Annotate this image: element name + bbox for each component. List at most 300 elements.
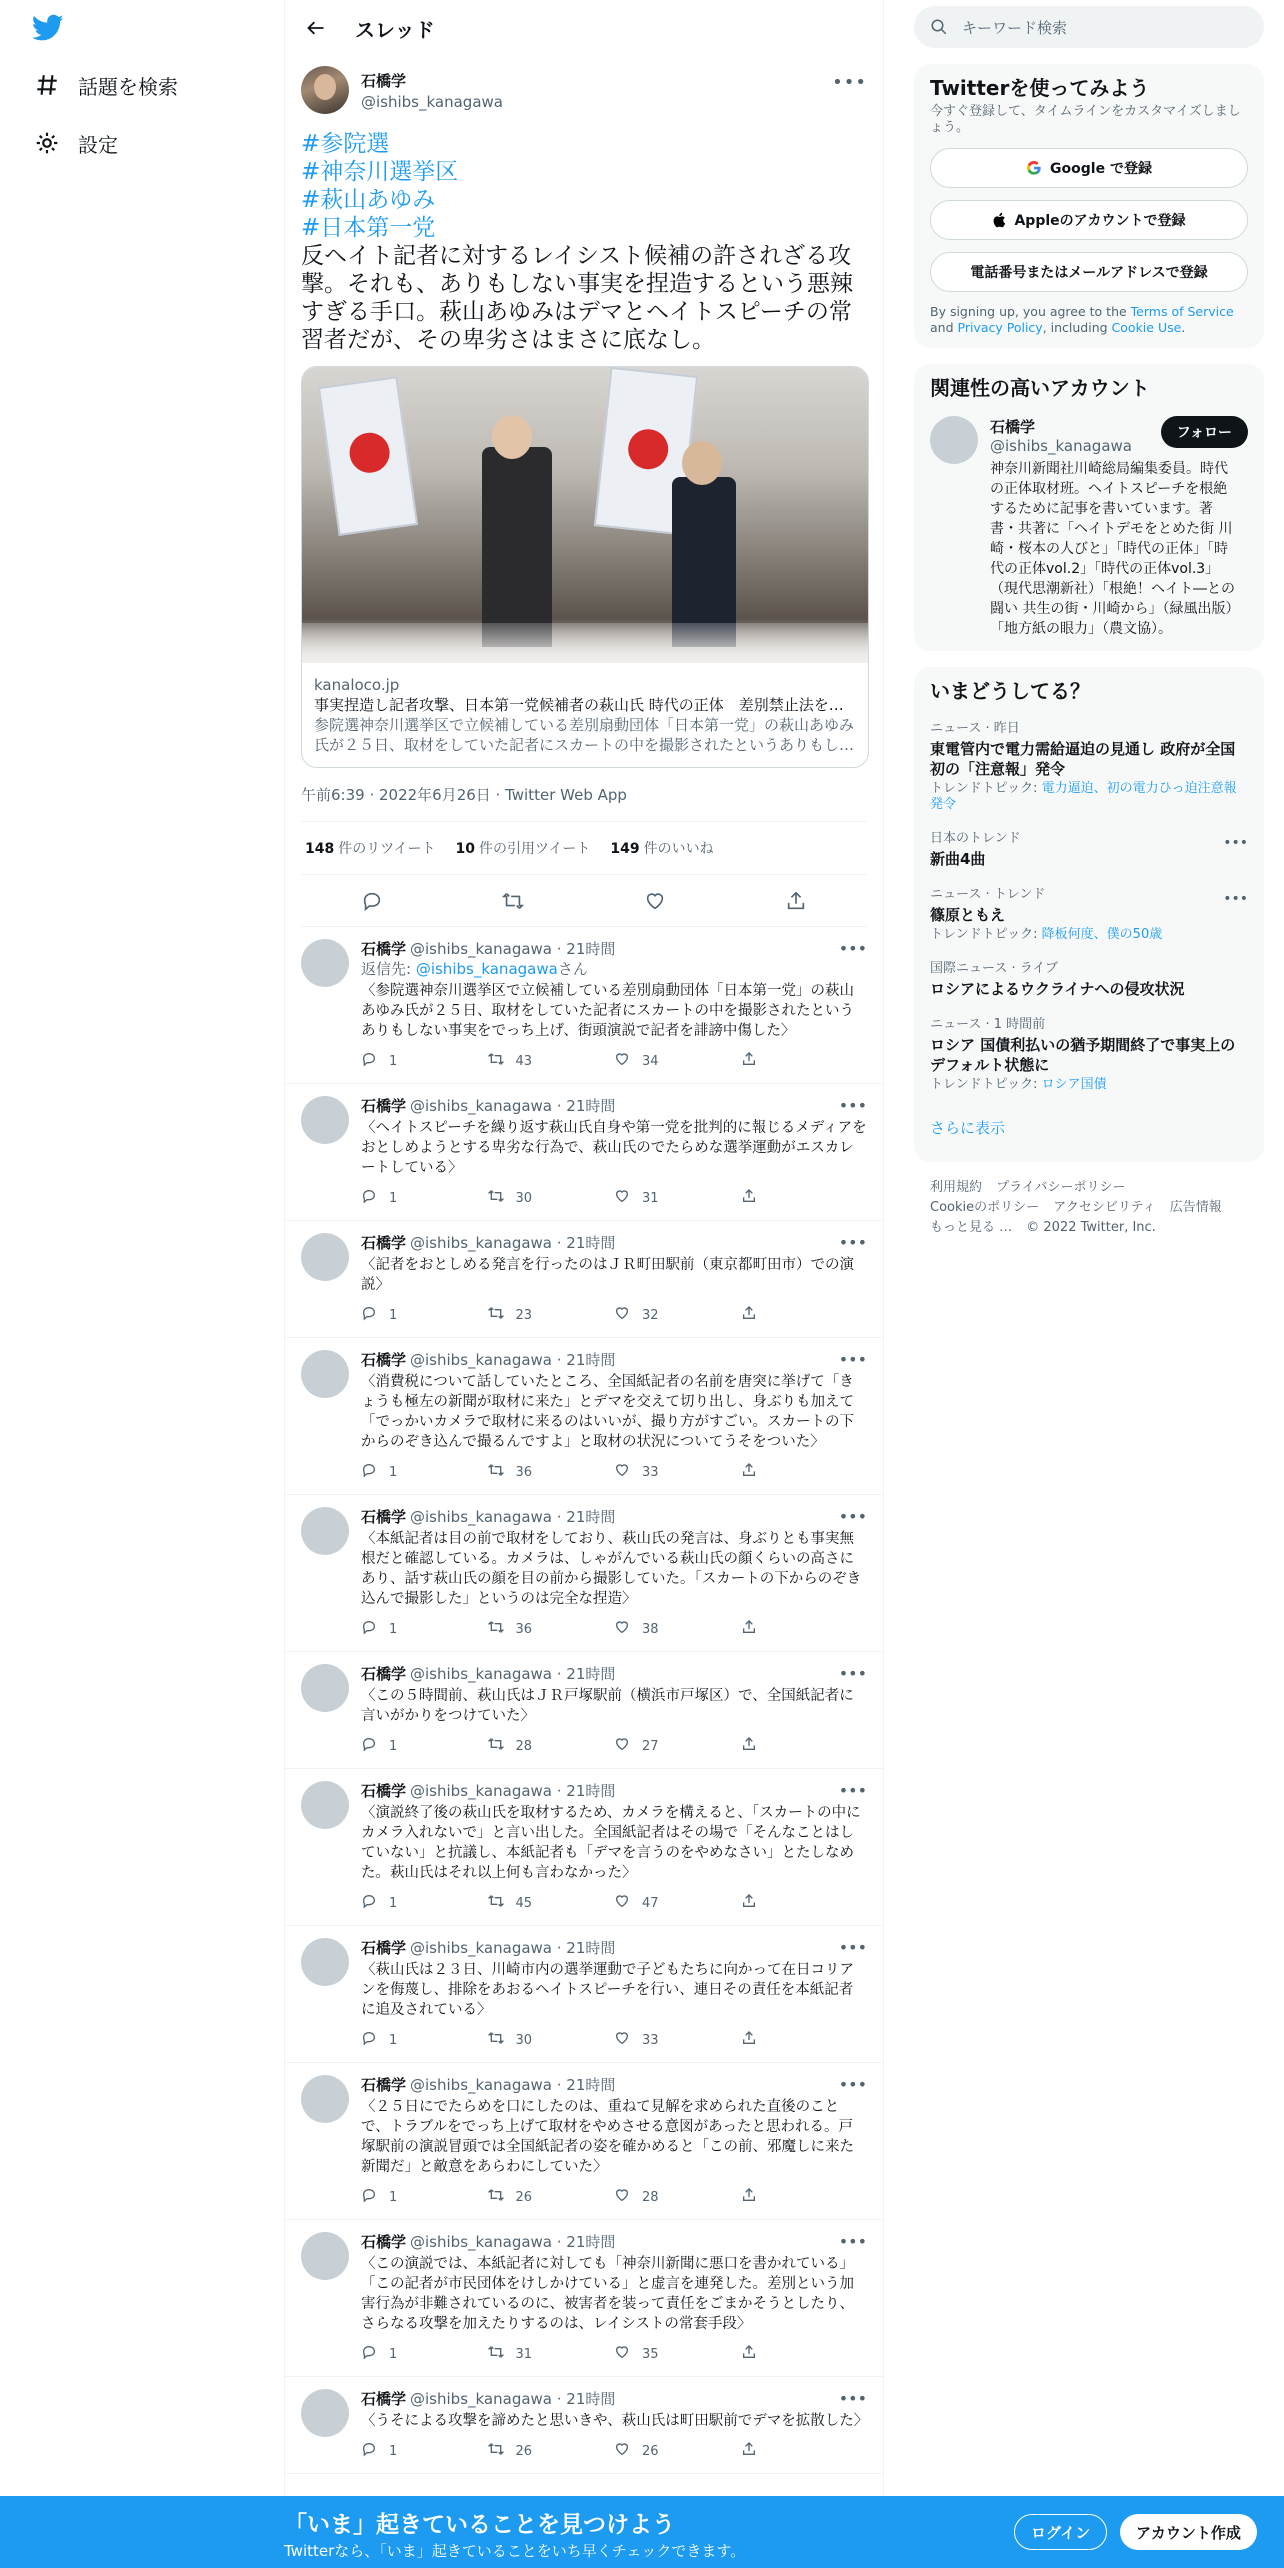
quote-count[interactable]: 10 件の引用ツイート <box>455 841 591 857</box>
google-signup-label: Google で登録 <box>1050 161 1152 177</box>
follow-button[interactable]: フォロー <box>1161 416 1248 448</box>
reply-count: 1 <box>389 1621 398 1637</box>
related-account-bio: 神奈川新聞社川崎総局編集委員。時代の正体取材班。ヘイトスピーチを根絶するために記事を書いています。著書・共著に「ヘイトデモをとめた街 川崎・桜本の人びと」「時代の正体」「時代の正体vol.2」「時代の正体vol.3」（現代思潮新社）「根絶！ヘイト―との闘い 共生の街・川崎から」（緑風出版）「地方紙の眼力」（農文協）。 <box>990 461 1240 637</box>
reply-author-handle[interactable]: @ishibs_kanagawa · 21時間 <box>410 1665 616 1683</box>
share-button[interactable] <box>741 2030 868 2050</box>
retweet-icon <box>488 1305 516 1325</box>
reply-button[interactable] <box>361 1188 488 1208</box>
more-options-icon[interactable]: ••• <box>838 1233 867 1252</box>
reply-text: 〈２５日にでたらめを口にしたのは、重ねて見解を求められた直後のことで、トラブルをでっち上げて取材をやめさせる意図があったと思われる。戸塚駅前の演説冒頭では全国紙記者の姿を確かめると「この前、邪魔しに来た新聞だ」と敵意をあらわにしていた〉 <box>361 2099 854 2175</box>
like-icon <box>614 1619 642 1639</box>
retweet-icon <box>488 1619 516 1639</box>
retweet-button[interactable] <box>488 1305 615 1325</box>
tweet-actions <box>301 875 867 927</box>
phone-email-signup-button[interactable] <box>930 252 1248 292</box>
signup-subtitle: 今すぐ登録して、タイムラインをカスタマイズしましょう。 <box>930 104 1241 135</box>
reply-to-handle-link[interactable]: @ishibs_kanagawa <box>415 960 558 978</box>
reply-icon <box>361 1462 389 1482</box>
reply-actions <box>361 1305 867 1325</box>
reply-button[interactable] <box>361 1051 488 1071</box>
avatar[interactable] <box>930 416 978 464</box>
reply-author-handle[interactable]: @ishibs_kanagawa · 21時間 <box>410 1939 616 1957</box>
retweet-icon <box>488 1188 516 1208</box>
apple-signup-button[interactable] <box>930 200 1248 240</box>
reply-author-name[interactable]: 石橋学 <box>361 1508 407 1526</box>
avatar[interactable] <box>301 1938 349 1986</box>
retweet-button[interactable] <box>488 1188 615 1208</box>
like-icon <box>614 1305 642 1325</box>
like-button[interactable] <box>614 1462 741 1482</box>
reply-author-handle[interactable]: @ishibs_kanagawa · 21時間 <box>410 1351 616 1369</box>
retweet-icon <box>488 1736 516 1756</box>
trend-title: 東電管内で電力需給逼迫の見通し 政府が全国初の「注意報」発令 <box>930 740 1236 778</box>
share-button[interactable] <box>741 2441 868 2461</box>
reply-author-handle[interactable]: @ishibs_kanagawa · 21時間 <box>410 2233 616 2251</box>
like-count[interactable]: 149 件のいいね <box>610 841 714 857</box>
signup-banner <box>0 2496 1284 2568</box>
share-icon <box>741 1736 769 1756</box>
thread-header <box>285 0 883 56</box>
like-icon <box>614 1736 642 1756</box>
share-button[interactable] <box>741 1462 868 1482</box>
person-figure <box>482 447 552 647</box>
retweet-count: 43 <box>515 1053 533 1069</box>
card-domain: kanaloco.jp <box>314 676 400 694</box>
more-options-icon[interactable]: ••• <box>838 1350 867 1369</box>
tweet-timestamp[interactable]: 午前6:39 · 2022年6月26日 · Twitter Web App <box>301 784 867 822</box>
signup-panel <box>914 64 1264 348</box>
search-placeholder: キーワード検索 <box>962 18 1068 37</box>
search-box[interactable] <box>914 6 1264 48</box>
reply-actions <box>361 1893 867 1913</box>
hashtag-link[interactable]: #参院選 <box>301 131 390 157</box>
like-button[interactable] <box>614 1893 741 1913</box>
trend-item[interactable] <box>930 961 1248 999</box>
footer-links <box>914 1178 1264 1238</box>
like-icon <box>614 2187 642 2207</box>
reply-author-name[interactable]: 石橋学 <box>361 940 407 958</box>
trends-panel <box>914 667 1264 1162</box>
reply-text: 〈この演説では、本紙記者に対しても「神奈川新聞に悪口を書かれている」「この記者が市民団体をけしかけている」と虚言を連発した。差別という加害行為が非難されているのに、被害者を装って責任をごまかそうとしたり、さらなる攻撃を加えたりするのは、レイシストの常套手段〉 <box>361 2256 854 2332</box>
tweet-text <box>301 130 867 354</box>
related-accounts-panel <box>914 364 1264 651</box>
share-button[interactable] <box>741 1736 868 1756</box>
reply-count: 1 <box>389 1307 398 1323</box>
reply-author-name[interactable]: 石橋学 <box>361 1939 407 1957</box>
reply-icon <box>361 1305 389 1325</box>
footer-link[interactable]: もっと見る … <box>930 1220 1013 1235</box>
avatar[interactable] <box>301 1781 349 1829</box>
person-head <box>492 415 532 459</box>
retweet-count: 23 <box>515 1307 533 1323</box>
reply-text: 〈本紙記者は目の前で取材をしており、萩山氏の発言は、身ぶりとも事実無根だと確認している。カメラは、しゃがんでいる萩山氏の顔くらいの高さにあり、話す萩山氏の顔を目の前から撮影していた。「スカートの下からのぞき込んで撮影した」というのは完全な捏造〉 <box>361 1531 862 1607</box>
reply-button[interactable] <box>361 2030 488 2050</box>
more-options-icon[interactable]: ••• <box>838 2075 867 2094</box>
share-button[interactable] <box>741 2187 868 2207</box>
reply-count: 1 <box>389 1053 398 1069</box>
related-account[interactable] <box>930 416 1248 639</box>
retweet-icon <box>488 2344 516 2364</box>
google-icon <box>1026 160 1042 176</box>
reply-button[interactable] <box>361 1893 488 1913</box>
more-options-icon[interactable]: ••• <box>838 1938 867 1957</box>
like-icon <box>614 2344 642 2364</box>
reply-icon[interactable] <box>360 889 384 913</box>
like-icon <box>614 2030 642 2050</box>
share-icon <box>741 2187 769 2207</box>
nav-explore[interactable] <box>32 70 178 100</box>
reply-text: 〈うそによる攻撃を諦めたと思いきや、萩山氏は町田駅前でデマを拡散した〉 <box>361 2413 869 2429</box>
reply-text: 〈この５時間前、萩山氏はＪＲ戸塚駅前（横浜市戸塚区）で、全国紙記者に言いがかりをつけていた〉 <box>361 1688 854 1724</box>
reply-text: 〈萩山氏は２３日、川崎市内の選挙運動で子どもたちに向かって在日コリアンを侮蔑し、排除をあおるヘイトスピーチを行い、連日その責任を本紙記者に追及されている〉 <box>361 1962 854 2018</box>
avatar[interactable] <box>301 939 349 987</box>
more-options-icon[interactable]: ••• <box>838 2389 867 2408</box>
avatar[interactable] <box>301 1664 349 1712</box>
reply-tweet[interactable] <box>285 1495 883 1652</box>
reply-text: 〈参院選神奈川選挙区で立候補している差別扇動団体「日本第一党」の萩山あゆみ氏が２５日、取材をしていた記者にスカートの中を撮影されたというありもしない事実をでっち上げ、街頭演説で記者を誹謗中傷した〉 <box>361 983 854 1039</box>
reply-tweet[interactable] <box>285 1769 883 1926</box>
like-icon <box>614 1188 642 1208</box>
retweet-count: 26 <box>515 2443 533 2459</box>
avatar[interactable] <box>301 1096 349 1144</box>
reply-icon <box>361 1893 389 1913</box>
reply-actions <box>361 2441 867 2461</box>
hashtag-icon <box>32 70 62 100</box>
avatar[interactable] <box>301 1507 349 1555</box>
more-options-icon[interactable]: ••• <box>832 72 867 93</box>
share-button[interactable] <box>741 1619 868 1639</box>
author-handle[interactable]: @ishibs_kanagawa <box>361 92 503 111</box>
reply-author-handle[interactable]: @ishibs_kanagawa · 21時間 <box>410 2076 616 2094</box>
like-icon <box>614 1462 642 1482</box>
reply-icon <box>361 2030 389 2050</box>
reply-text: 〈消費税について話していたところ、全国紙記者の名前を唐突に挙げて「きょうも極左の新聞が取材に来た」とデマを交えて切り出し、身ぶりも加えて「でっかいカメラで取材に来るのはいいが、撮り方がすごい。スカートの下からのぞき込んで撮るんですよ」と取材の状況についてうそをついた〉 <box>361 1374 854 1450</box>
reply-button[interactable] <box>361 1736 488 1756</box>
reply-button[interactable] <box>361 1305 488 1325</box>
share-icon <box>741 2344 769 2364</box>
left-navigation <box>0 0 284 2496</box>
like-button[interactable] <box>614 2441 741 2461</box>
trend-topic-link[interactable]: ロシア国債 <box>1041 1077 1107 1092</box>
avatar[interactable] <box>301 2075 349 2123</box>
like-count: 26 <box>642 2443 659 2459</box>
retweet-button[interactable] <box>488 2030 615 2050</box>
nav-settings-label: 設定 <box>78 132 118 157</box>
reply-actions <box>361 2187 867 2207</box>
tweet-stats <box>301 822 867 875</box>
reply-button[interactable] <box>361 2441 488 2461</box>
like-icon <box>614 1893 642 1913</box>
trend-context: 国際ニュース · ライブ <box>930 961 1058 976</box>
share-icon <box>741 1051 769 1071</box>
footer-link[interactable]: 利用規約 <box>930 1180 983 1195</box>
reply-button[interactable] <box>361 2344 488 2364</box>
apple-signup-label: Appleのアカウントで登録 <box>1014 213 1186 229</box>
hashtag-link[interactable]: #萩山あゆみ <box>301 187 436 213</box>
cookie-link[interactable]: Cookie Use <box>1111 320 1182 335</box>
signup-title: Twitterを使ってみよう <box>930 76 1150 100</box>
like-count: 31 <box>642 1190 659 1206</box>
reply-author-handle[interactable]: @ishibs_kanagawa · 21時間 <box>410 2390 616 2408</box>
reply-tweet[interactable] <box>285 1084 883 1221</box>
nav-settings[interactable] <box>32 128 118 158</box>
retweet-count: 36 <box>515 1621 533 1637</box>
trend-item[interactable] <box>930 1017 1248 1093</box>
reply-text: 〈記者をおとしめる発言を行ったのはＪＲ町田駅前（東京都町田市）での演説〉 <box>361 1257 854 1293</box>
gear-icon <box>32 128 62 158</box>
hashtag-link[interactable]: #日本第一党 <box>301 215 436 241</box>
hashtag-link[interactable]: #神奈川選挙区 <box>301 159 459 185</box>
trend-item[interactable] <box>930 721 1248 813</box>
banner-title: 「いま」起きていることを見つけよう <box>284 2512 675 2538</box>
reply-actions <box>361 2030 867 2050</box>
main-column <box>284 0 884 2496</box>
like-count: 38 <box>642 1621 659 1637</box>
reply-author-name[interactable]: 石橋学 <box>361 2390 407 2408</box>
reply-button[interactable] <box>361 1619 488 1639</box>
share-button[interactable] <box>741 1051 868 1071</box>
flag-image <box>318 376 418 536</box>
reply-icon <box>361 1051 389 1071</box>
more-options-icon[interactable]: ••• <box>838 1507 867 1526</box>
twitter-logo-icon[interactable] <box>32 14 66 44</box>
nav-explore-label: 話題を検索 <box>78 74 178 99</box>
like-count: 34 <box>642 1053 659 1069</box>
retweet-icon <box>488 1462 516 1482</box>
show-more-link[interactable]: さらに表示 <box>930 1119 1006 1137</box>
retweet-count: 26 <box>515 2189 533 2205</box>
reply-count: 1 <box>389 1738 398 1754</box>
person-figure <box>672 477 736 647</box>
trend-title: ロシア 国債利払いの猶予期間終了で事実上のデフォルト状態に <box>930 1036 1236 1074</box>
reply-author-handle[interactable]: @ishibs_kanagawa · 21時間 <box>410 940 616 958</box>
like-button[interactable] <box>614 1736 741 1756</box>
share-icon[interactable] <box>784 889 808 913</box>
reply-tweet[interactable] <box>285 1926 883 2063</box>
reply-author-handle[interactable]: @ishibs_kanagawa · 21時間 <box>410 1097 616 1115</box>
avatar[interactable] <box>301 1350 349 1398</box>
link-card[interactable] <box>301 366 869 768</box>
reply-actions <box>361 1462 867 1482</box>
share-icon <box>741 1893 769 1913</box>
like-count: 35 <box>642 2346 659 2362</box>
retweet-button[interactable] <box>488 2187 615 2207</box>
trend-title: 篠原ともえ <box>930 906 1006 924</box>
reply-count: 1 <box>389 2032 398 2048</box>
more-options-icon[interactable]: ••• <box>838 1096 867 1115</box>
reply-to: 返信先: @ishibs_kanagawaさん <box>361 960 588 978</box>
like-icon[interactable] <box>643 889 667 913</box>
trend-item[interactable] <box>930 831 1248 869</box>
like-button[interactable] <box>614 1305 741 1325</box>
signup-terms: By signing up, you agree to the Terms of Service and Privacy Policy, including Cookie Use. <box>930 304 1234 335</box>
reply-author-name[interactable]: 石橋学 <box>361 1234 407 1252</box>
like-icon <box>614 1051 642 1071</box>
like-count: 28 <box>642 2189 659 2205</box>
more-options-icon[interactable]: ••• <box>838 939 867 958</box>
reply-count: 1 <box>389 1464 398 1480</box>
more-options-icon[interactable]: ••• <box>838 1781 867 1800</box>
retweet-icon <box>488 2441 516 2461</box>
retweet-icon[interactable] <box>501 889 525 913</box>
share-icon <box>741 1462 769 1482</box>
trend-item[interactable] <box>930 887 1248 943</box>
reply-text: 〈演説終了後の萩山氏を取材するため、カメラを構えると、「スカートの中にカメラ入れないで」と言い出した。全国紙記者はその場で「そんなことはしていない」と抗議し、本紙記者も「デマを言うのをやめなさい」とたしなめた。萩山氏はそれ以上何も言わなかった〉 <box>361 1805 861 1881</box>
reply-author-name[interactable]: 石橋学 <box>361 1665 407 1683</box>
reply-tweet[interactable] <box>285 1221 883 1338</box>
retweet-count: 30 <box>515 1190 533 1206</box>
terms-link[interactable]: Terms of Service <box>1130 304 1234 319</box>
share-icon <box>741 2030 769 2050</box>
retweet-button[interactable] <box>488 1462 615 1482</box>
retweet-count: 45 <box>515 1895 533 1911</box>
back-arrow-icon[interactable] <box>301 13 331 43</box>
reply-author-name[interactable]: 石橋学 <box>361 2076 407 2094</box>
more-options-icon[interactable]: ••• <box>838 1664 867 1683</box>
person-head <box>682 441 722 485</box>
like-count: 47 <box>642 1895 659 1911</box>
retweet-button[interactable] <box>488 1051 615 1071</box>
more-options-icon[interactable]: ••• <box>838 2232 867 2251</box>
trend-title: 新曲4曲 <box>930 850 986 868</box>
author-name[interactable]: 石橋学 <box>361 71 407 90</box>
reply-author-handle[interactable]: @ishibs_kanagawa · 21時間 <box>410 1234 616 1252</box>
share-icon <box>741 2441 769 2461</box>
share-button[interactable] <box>741 1188 868 1208</box>
trend-context: ニュース · 1 時間前 <box>930 1017 1046 1032</box>
footer-link[interactable]: 広告情報 <box>1169 1200 1222 1215</box>
retweet-count: 36 <box>515 1464 533 1480</box>
card-image <box>302 367 868 663</box>
avatar[interactable] <box>301 2232 349 2280</box>
retweet-count: 28 <box>515 1738 533 1754</box>
trend-topic: トレンドトピック: 電力逼迫、初の電力ひっ迫注意報発令 <box>930 781 1237 812</box>
signup-button[interactable]: アカウント作成 <box>1120 2514 1257 2550</box>
related-account-handle[interactable]: @ishibs_kanagawa <box>990 437 1132 455</box>
reply-author-name[interactable]: 石橋学 <box>361 1782 407 1800</box>
trend-topic: トレンドトピック: 降板何度、僕の50歳 <box>930 927 1163 942</box>
card-title: 事実捏造し記者攻撃、日本第一党候補者の萩山氏 時代の正体 差別禁止法を… <box>314 696 844 714</box>
retweet-button[interactable] <box>488 2344 615 2364</box>
avatar[interactable] <box>301 1233 349 1281</box>
right-sidebar <box>914 0 1264 1238</box>
reply-tweet[interactable] <box>285 2220 883 2377</box>
like-button[interactable] <box>614 2030 741 2050</box>
share-button[interactable] <box>741 1893 868 1913</box>
trend-topic-link[interactable]: 降板何度、僕の50歳 <box>1041 927 1163 942</box>
retweet-icon <box>488 2187 516 2207</box>
trends-title: いまどうしてる？ <box>930 679 1090 703</box>
reply-icon <box>361 2344 389 2364</box>
reply-author-handle[interactable]: @ishibs_kanagawa · 21時間 <box>410 1782 616 1800</box>
avatar[interactable] <box>301 66 349 114</box>
reply-actions <box>361 1736 867 1756</box>
retweet-button[interactable] <box>488 1619 615 1639</box>
google-signup-button[interactable] <box>930 148 1248 188</box>
more-options-icon[interactable]: ••• <box>1223 835 1248 851</box>
share-button[interactable] <box>741 1305 868 1325</box>
share-icon <box>741 1188 769 1208</box>
reply-author-name[interactable]: 石橋学 <box>361 2233 407 2251</box>
like-icon <box>614 2441 642 2461</box>
trend-title: ロシアによるウクライナへの侵攻状況 <box>930 980 1185 998</box>
like-button[interactable] <box>614 1619 741 1639</box>
like-count: 33 <box>642 2032 659 2048</box>
reply-icon <box>361 1736 389 1756</box>
reply-count: 1 <box>389 1895 398 1911</box>
reply-author-handle[interactable]: @ishibs_kanagawa · 21時間 <box>410 1508 616 1526</box>
like-button[interactable] <box>614 2187 741 2207</box>
like-button[interactable] <box>614 1188 741 1208</box>
page-title: スレッド <box>355 17 435 42</box>
reply-button[interactable] <box>361 2187 488 2207</box>
retweet-icon <box>488 2030 516 2050</box>
retweet-button[interactable] <box>488 1893 615 1913</box>
retweet-count[interactable]: 148 件のリツイート <box>305 841 436 857</box>
reply-count: 1 <box>389 2443 398 2459</box>
retweet-button[interactable] <box>488 2441 615 2461</box>
reply-thread <box>285 927 883 2474</box>
footer-link[interactable]: プライバシーポリシー <box>996 1180 1126 1195</box>
more-options-icon[interactable]: ••• <box>1223 891 1248 907</box>
reply-icon <box>361 2187 389 2207</box>
footer-link[interactable]: Cookieのポリシー <box>930 1200 1040 1215</box>
privacy-link[interactable]: Privacy Policy <box>957 320 1043 335</box>
reply-icon <box>361 1188 389 1208</box>
retweet-button[interactable] <box>488 1736 615 1756</box>
avatar[interactable] <box>301 2389 349 2437</box>
login-button[interactable]: ログイン <box>1014 2514 1107 2550</box>
trend-context: ニュース · トレンド <box>930 887 1046 902</box>
footer-link[interactable]: アクセシビリティ <box>1053 1200 1156 1215</box>
share-button[interactable] <box>741 2344 868 2364</box>
trend-topic: トレンドトピック: ロシア国債 <box>930 1077 1107 1092</box>
like-count: 27 <box>642 1738 659 1754</box>
reply-author-name[interactable]: 石橋学 <box>361 1097 407 1115</box>
card-description: 参院選神奈川選挙区で立候補している差別扇動団体「日本第一党」の萩山あゆみ氏が２５日、取材をしていた記者にスカートの中を撮影されたというありもし… <box>314 716 855 754</box>
reply-actions <box>361 1188 867 1208</box>
reply-actions <box>361 1051 867 1071</box>
trend-context: 日本のトレンド <box>930 831 1021 846</box>
reply-tweet[interactable] <box>285 927 883 1084</box>
apple-icon <box>992 212 1006 228</box>
like-count: 32 <box>642 1307 659 1323</box>
like-button[interactable] <box>614 1051 741 1071</box>
focused-tweet <box>285 56 883 927</box>
reply-tweet[interactable] <box>285 1652 883 1769</box>
like-button[interactable] <box>614 2344 741 2364</box>
search-icon <box>930 18 948 36</box>
reply-count: 1 <box>389 1190 398 1206</box>
reply-button[interactable] <box>361 1462 488 1482</box>
reply-tweet[interactable] <box>285 2377 883 2474</box>
tweet-body: 反ヘイト記者に対するレイシスト候補の許されざる攻撃。それも、ありもしない事実を捏造するという悪辣すぎる手口。萩山あゆみはデマとヘイトスピーチの常習者だが、その卑劣さはまさに底なし。 <box>301 243 853 353</box>
trend-context: ニュース · 昨日 <box>930 721 1020 736</box>
reply-count: 1 <box>389 2189 398 2205</box>
trend-topic-link[interactable]: 電力逼迫、初の電力ひっ迫注意報発令 <box>930 781 1237 812</box>
retweet-count: 31 <box>515 2346 533 2362</box>
reply-tweet[interactable] <box>285 2063 883 2220</box>
reply-tweet[interactable] <box>285 1338 883 1495</box>
related-account-name[interactable]: 石橋学 <box>990 418 1036 436</box>
retweet-icon <box>488 1051 516 1071</box>
related-title: 関連性の高いアカウント <box>930 376 1150 400</box>
tweet-author <box>301 64 867 116</box>
reply-author-name[interactable]: 石橋学 <box>361 1351 407 1369</box>
share-icon <box>741 1305 769 1325</box>
banner-subtitle: Twitterなら、「いま」起きていることをいち早くチェックできます。 <box>284 2542 746 2560</box>
like-count: 33 <box>642 1464 659 1480</box>
